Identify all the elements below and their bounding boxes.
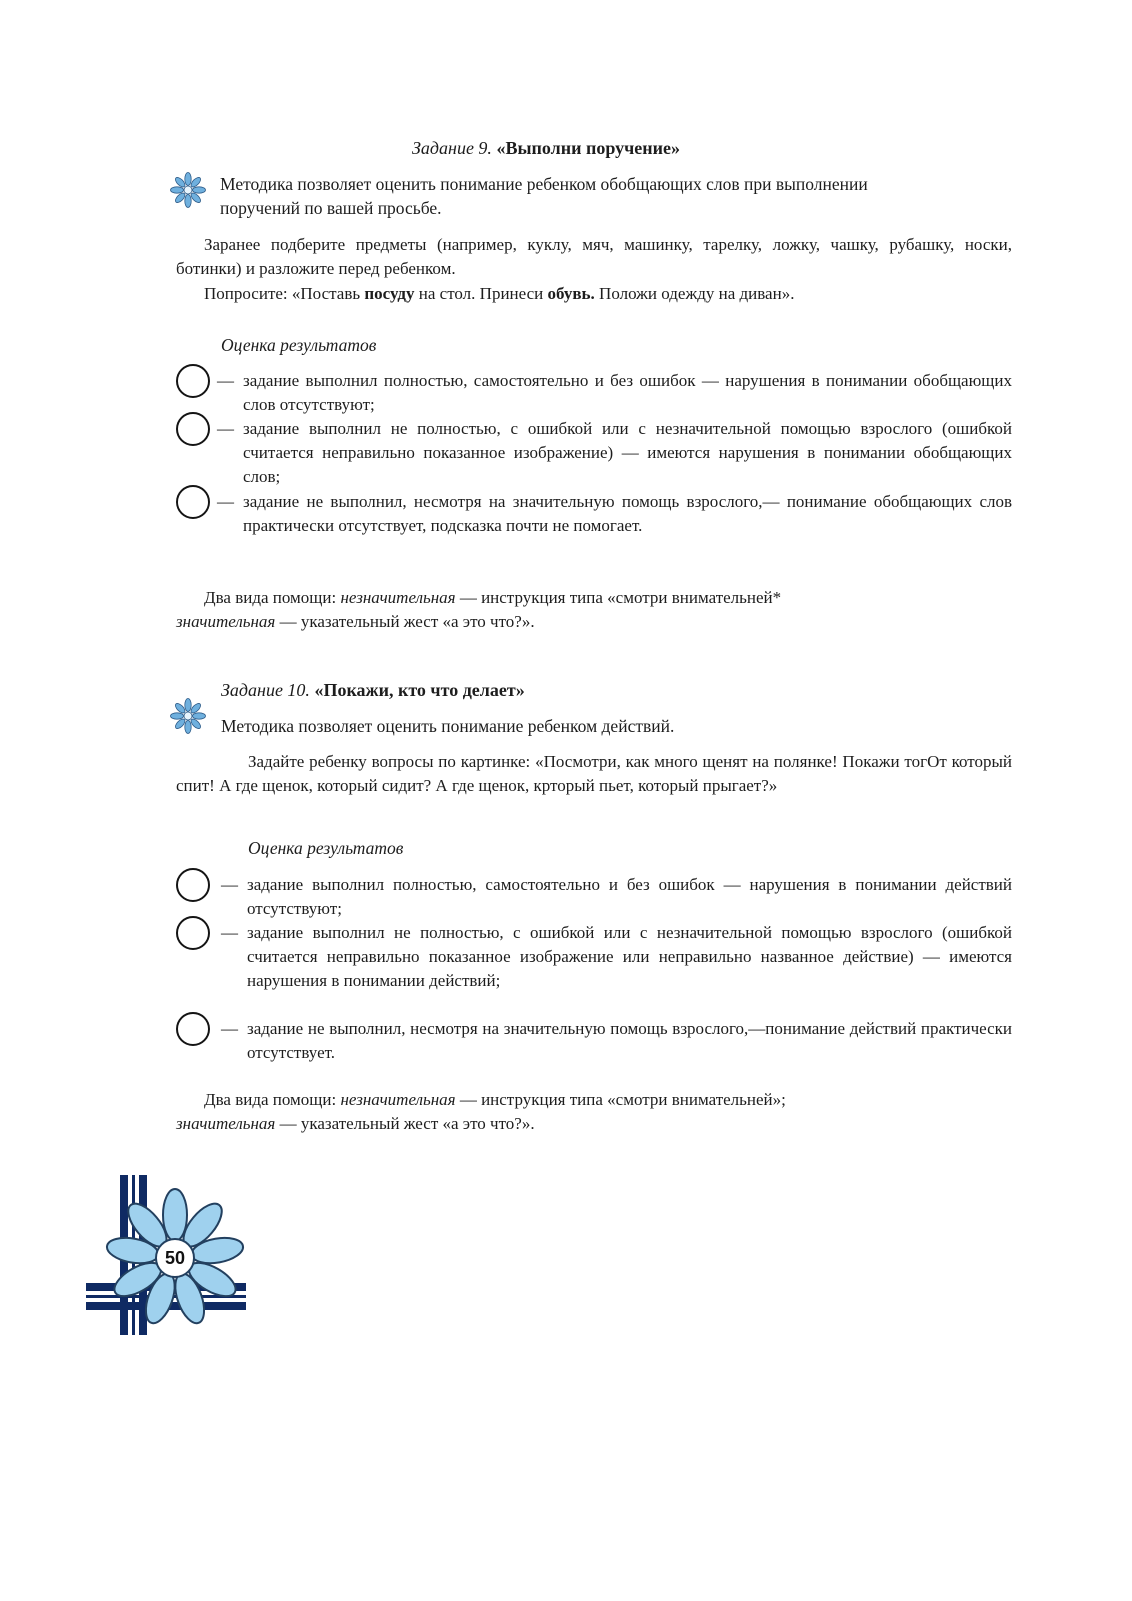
task-9-name: «Выполни поручение» (496, 138, 680, 158)
keyword-dishes: посуду (364, 284, 415, 303)
keyword-shoes: обувь. (547, 284, 595, 303)
task-10-result-3: задание не выполнил, несмотря на значительную помощь взрослого,—понимание действий практически отсутствует. (247, 1019, 1012, 1062)
page-number: 50 (155, 1238, 195, 1278)
task-10-result-2: задание выполнил не полностью, с ошибкой или с незначительной помощью взрослого (ошибкой считается неправильно показанное изображение или неправильно названное действие) — имеются нарушения в понимании действий; (247, 923, 1012, 990)
dash: — (221, 1019, 238, 1038)
dash: — (221, 875, 238, 894)
task-9-result-3: задание не выполнил, несмотря на значительную помощь взрослого,— понимание обобщающих слов практически отсутствует, подсказка почти не помогает. (243, 492, 1012, 535)
task-9-help-minor: Два вида помощи: незначительная — инструкция типа «смотри внимательней* (204, 588, 782, 607)
task-10-result-1: задание выполнил полностью, самостоятельно и без ошибок — нарушения в понимании действий отсутствуют; (247, 875, 1012, 918)
dash: — (217, 419, 234, 438)
task-10-evaluation-title: Оценка результатов (248, 838, 404, 858)
task-10-name: «Покажи, кто что делает» (314, 680, 525, 700)
task-10-title (221, 680, 525, 701)
rating-circle[interactable] (176, 364, 210, 398)
task-10-help-major: значительная — указательный жест «а это что?». (176, 1114, 535, 1133)
task-10-instruction: Задайте ребенку вопросы по картинке: «Посмотри, как много щенят на полянке! Покажи тогОт который спит! А где щенок, который сидит? А где щенок, крторый пьет, который прыгает?» (176, 752, 1012, 795)
task-9-number: Задание 9. (412, 138, 492, 158)
task-9-method: Методика позволяет оценить понимание ребенком обобщающих слов при выполнении поручений по вашей просьбе. (220, 174, 868, 218)
rating-circle[interactable] (176, 916, 210, 950)
task-9-result-2: задание выполнил не полностью, с ошибкой или с незначительной помощью взрослого (ошибкой считается неправильно показанное изображение) — имеются нарушения в понимании обобщающих слов; (243, 419, 1012, 486)
rating-circle[interactable] (176, 1012, 210, 1046)
task-9-evaluation-title: Оценка результатов (221, 335, 377, 355)
task-9-result-1: задание выполнил полностью, самостоятельно и без ошибок — нарушения в понимании обобщающих слов отсутствуют; (243, 371, 1012, 414)
task-10-number: Задание 10. (221, 680, 310, 700)
dash: — (217, 492, 234, 511)
task-9-title (412, 138, 680, 159)
dash: — (221, 923, 238, 942)
task-9-instruction: Заранее подберите предметы (например, куклу, мяч, машинку, тарелку, ложку, чашку, рубашку, носки, ботинки) и разложите перед ребенком. (176, 235, 1012, 278)
task-9-request: Попросите: «Поставь посуду на стол. Принеси обувь. Положи одежду на диван». (204, 284, 795, 303)
snowflake-flower-icon (170, 698, 206, 734)
rating-circle[interactable] (176, 868, 210, 902)
snowflake-flower-icon (170, 172, 206, 208)
rating-circle[interactable] (176, 412, 210, 446)
dash: — (217, 371, 234, 390)
rating-circle[interactable] (176, 485, 210, 519)
task-10-method: Методика позволяет оценить понимание ребенком действий. (221, 716, 675, 736)
task-9-help-major: значительная — указательный жест «а это что?». (176, 612, 535, 631)
task-10-help-minor: Два вида помощи: незначительная — инструкция типа «смотри внимательней»; (204, 1090, 786, 1109)
